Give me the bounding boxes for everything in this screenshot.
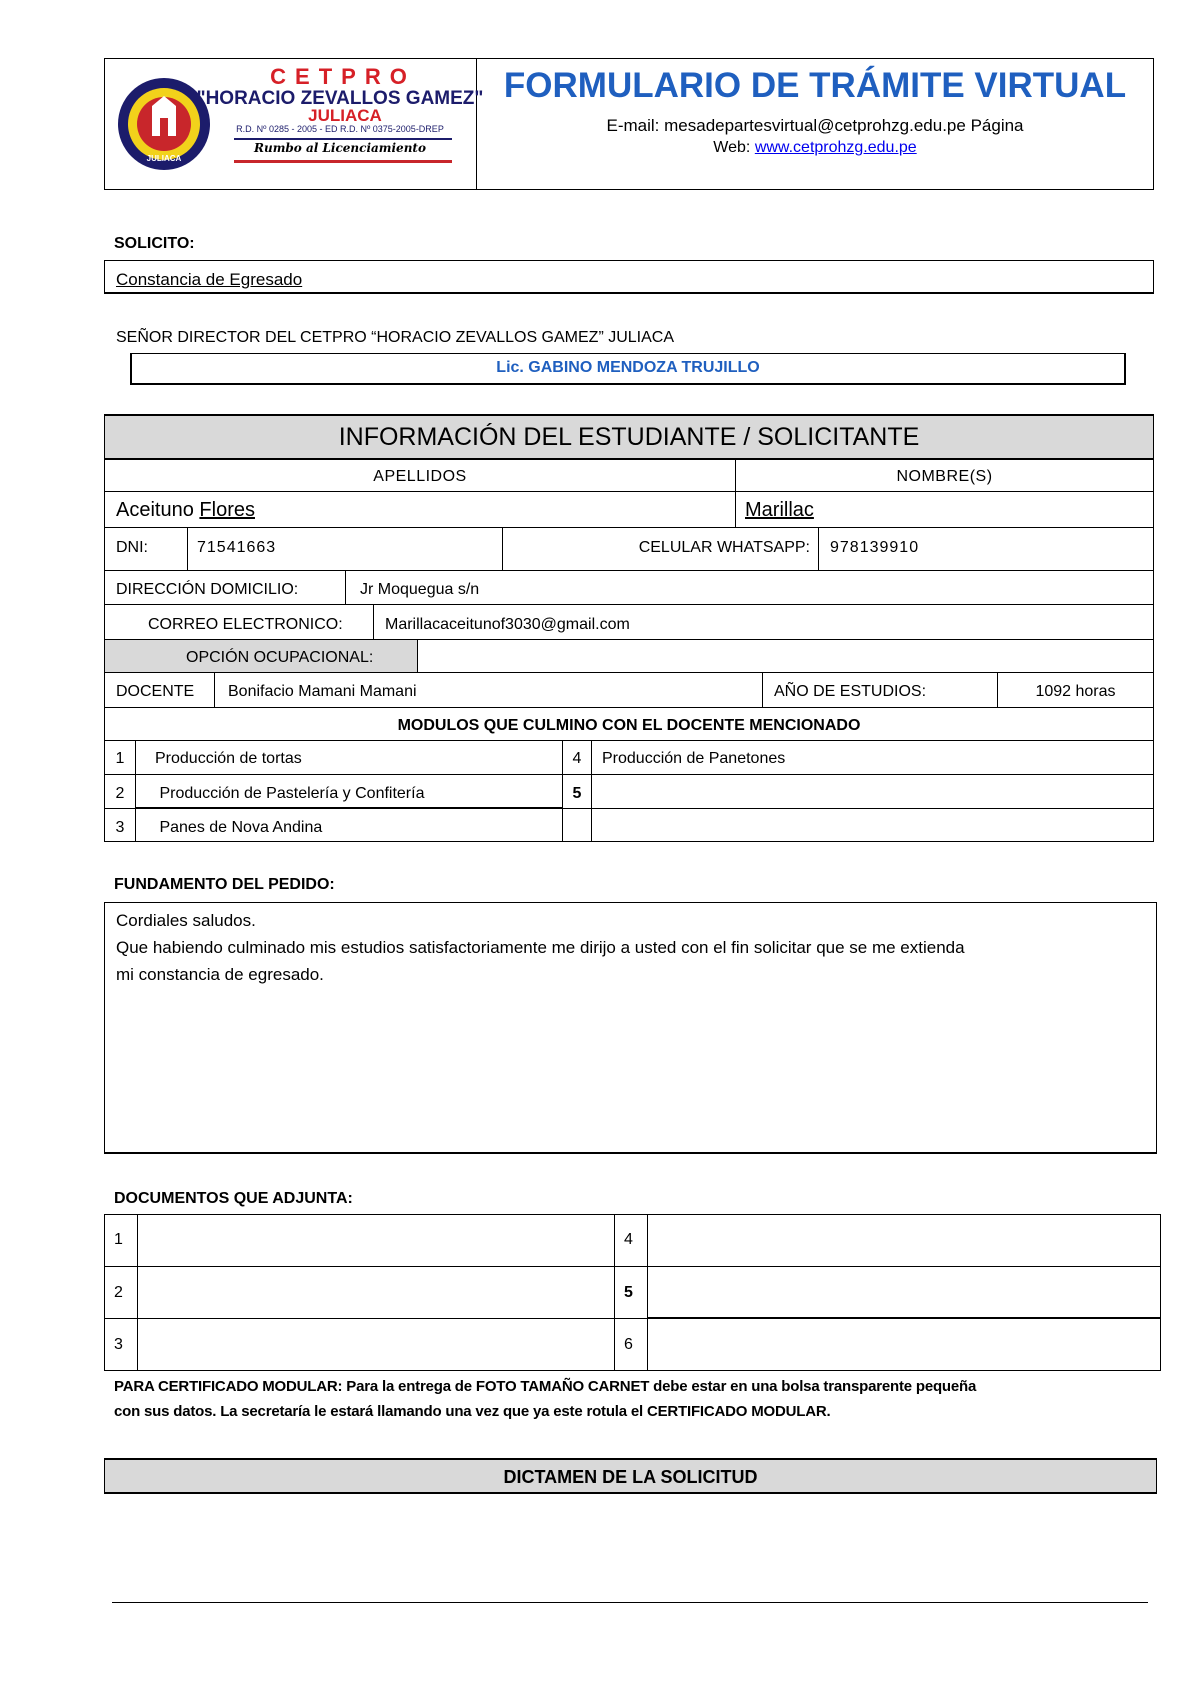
fundamento-line-3: mi constancia de egresado.	[116, 965, 324, 984]
direccion-value[interactable]: Jr Moquegua s/n	[360, 581, 480, 598]
documento-value-cell[interactable]	[647, 1266, 1161, 1319]
nombres-value[interactable]: Marillac	[745, 499, 814, 521]
docente-value[interactable]: Bonifacio Mamani Mamani	[228, 683, 417, 700]
correo-label: CORREO ELECTRONICO:	[148, 616, 343, 633]
opcion-value-cell[interactable]	[417, 639, 1154, 673]
documento-num: 3	[114, 1336, 123, 1353]
logo-seal-text: JULIACA	[146, 154, 182, 163]
modulo-num-cell	[562, 808, 592, 842]
modulo-name[interactable]: Producción de Pastelería y Confitería	[155, 785, 425, 802]
solicito-label: SOLICITO:	[114, 235, 195, 252]
modulos-title: MODULOS QUE CULMINO CON EL DOCENTE MENCIONADO	[397, 717, 861, 734]
apellido-materno: Flores	[199, 499, 255, 521]
dni-value[interactable]: 71541663	[197, 539, 277, 556]
documento-num: 1	[114, 1231, 123, 1248]
modulo-num: 4	[572, 750, 582, 767]
modulo-name-cell	[591, 808, 1154, 842]
web-label: Web:	[713, 139, 751, 156]
director-greeting: SEÑOR DIRECTOR DEL CETPRO “HORACIO ZEVALLOS GAMEZ” JULIACA	[116, 329, 675, 346]
documento-num: 2	[114, 1284, 123, 1301]
director-name: Lic. GABINO MENDOZA TRUJILLO	[496, 359, 760, 376]
documento-num: 4	[624, 1231, 633, 1248]
docente-label: DOCENTE	[116, 683, 195, 700]
nombres-label: NOMBRE(S)	[896, 468, 993, 485]
web-link[interactable]: www.cetprohzg.edu.pe	[754, 139, 917, 156]
certificado-note-line-2: con sus datos. La secretaría le estará llamando una vez que ya este rotula el CERTIFICADO MODULAR.	[114, 1403, 831, 1420]
modulo-num: 1	[115, 750, 125, 767]
opcion-label: OPCIÓN OCUPACIONAL:	[186, 649, 374, 666]
documento-num: 5	[624, 1284, 633, 1301]
email-value[interactable]: mesadepartesvirtual@cetprohzg.edu.pe	[664, 116, 966, 135]
logo-resolution: R.D. Nº 0285 - 2005 - ED R.D. Nº 0375-2005-DREP	[236, 124, 444, 134]
dni-label: DNI:	[116, 539, 148, 556]
apellidos-value[interactable]	[116, 499, 255, 522]
documentos-label: DOCUMENTOS QUE ADJUNTA:	[114, 1190, 353, 1207]
documento-value-cell[interactable]	[137, 1318, 615, 1371]
email-label: E-mail:	[606, 116, 660, 135]
fundamento-line-1: Cordiales saludos.	[116, 911, 256, 930]
form-title: FORMULARIO DE TRÁMITE VIRTUAL	[503, 66, 1127, 105]
dictamen-title: DICTAMEN DE LA SOLICITUD	[503, 1467, 758, 1487]
modulo-name[interactable]: Producción de tortas	[155, 750, 302, 767]
modulo-name[interactable]: Panes de Nova Andina	[155, 819, 323, 836]
fundamento-label: FUNDAMENTO DEL PEDIDO:	[114, 876, 335, 893]
documento-value-cell[interactable]	[137, 1214, 615, 1267]
certificado-note-line-1: PARA CERTIFICADO MODULAR: Para la entrega de FOTO TAMAÑO CARNET debe estar en una bolsa transparente pequeña	[114, 1378, 977, 1395]
modulo-num: 2	[115, 785, 125, 802]
logo-motto: Rumbo al Licenciamiento	[254, 141, 426, 155]
anio-value[interactable]: 1092 horas	[1035, 683, 1116, 700]
header-email-line	[477, 116, 1153, 136]
footer-divider	[112, 1602, 1148, 1603]
documento-value-cell[interactable]	[647, 1214, 1161, 1267]
solicito-value[interactable]: Constancia de Egresado	[116, 270, 303, 289]
anio-label: AÑO DE ESTUDIOS:	[774, 683, 927, 700]
direccion-label: DIRECCIÓN DOMICILIO:	[116, 581, 299, 598]
header-web-line	[477, 139, 1153, 157]
modulo-num: 5	[572, 785, 582, 802]
documento-value-cell[interactable]	[647, 1318, 1161, 1371]
apellido-paterno: Aceituno	[116, 499, 194, 521]
institution-logo	[116, 64, 484, 182]
modulo-num: 3	[115, 819, 125, 836]
correo-value[interactable]: Marillacaceitunof3030@gmail.com	[385, 616, 630, 633]
documento-num: 6	[624, 1336, 633, 1353]
documento-value-cell[interactable]	[137, 1266, 615, 1319]
celular-value[interactable]: 978139910	[830, 539, 920, 556]
student-section-title: INFORMACIÓN DEL ESTUDIANTE / SOLICITANTE	[338, 423, 920, 451]
fundamento-line-2: Que habiendo culminado mis estudios satisfactoriamente me dirijo a usted con el fin solicitar que se me extienda	[116, 938, 965, 957]
page-label: Página	[970, 116, 1024, 135]
logo-city: JULIACA	[308, 106, 382, 125]
celular-label: CELULAR WHATSAPP:	[638, 539, 810, 556]
logo-acronym: CETPRO	[270, 64, 416, 89]
modulo-name[interactable]: Producción de Panetones	[602, 750, 786, 767]
logo-name: "HORACIO ZEVALLOS GAMEZ"	[196, 88, 484, 109]
apellidos-label: APELLIDOS	[373, 468, 467, 485]
modulo-name-cell	[591, 774, 1154, 809]
